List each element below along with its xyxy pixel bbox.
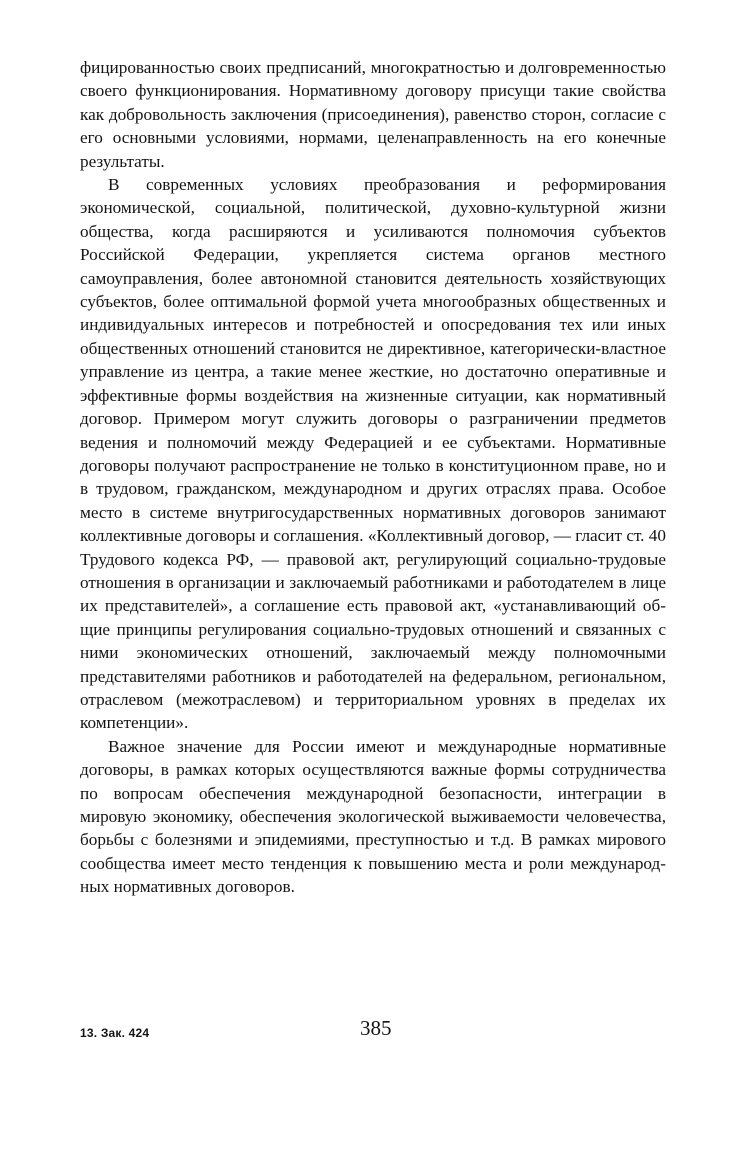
page-body [80,56,666,899]
paragraph-1: фицированностью своих предписаний, многократностью и долговременностью своего функционирования. Нормативному договору присущи такие свойства как добровольность заключения (присоединения), равенство сторон, согласие с его основными условиями, нормами, целенаправленность на его конечные результаты. [80,58,666,171]
page-footer [80,1016,666,1046]
paragraph-3: Важное значение для России имеют и международные нормативные договоры, в рамках которых осуществляются важные формы сотрудничества по вопросам обеспечения международной безопасности, интеграции в мировую экономику, обеспечения экологической выживаемости человечества, борьбы с болезнями и эпидемиями, преступностью и т.д. В рамках мирового сообщества имеет место тенденция к повышению места и роли международных нормативных договоров. [80,736,666,897]
paragraph-2: В современных условиях преобразования и реформирования экономической, социальной, политической, духовно-культурной жизни общества, когда расширяются и усиливаются полномочия субъектов Российской Федерации, укрепляется система органов местного самоуправления, более автономной становится деятельность хозяйствующих субъектов, более оптимальной формой учета многообразных общественных и индивидуальных интересов и потребностей и опосредования тех или иных общественных отношений становится не директивное, категорически-властное управление из центра, а такие менее жесткие, но достаточно оперативные и эффективные формы воздействия на жизненные ситуации, как нормативный договор. Примером могут служить договоры о разграничении предметов ведения и полномочий между Федерацией и ее субъектами. Нормативные договоры получают распространение не только в конституционном праве, но и в трудовом, гражданском, международном и других отраслях права. Особое место в системе внутригосударственных нормативных договоров занимают коллективные договоры и соглашения. «Коллективный договор, — гласит ст. 40 Трудового кодекса РФ, — правовой акт, регулирующий социально-трудовые отношения в организации и заключаемый работниками и работодателем в лице их представителей», а соглашение есть правовой акт, «устанавливающий общие принципы регулирования социально-трудовых отношений и связанных с ними экономических отношений, заключаемый между полномочными представителями работников и работодателей на федеральном, региональном, отраслевом (межотраслевом) и территориальном уровнях в пределах их компетенции». [80,175,666,733]
page-number: 385 [360,1016,392,1040]
printer-signature: 13. Зак. 424 [80,1026,150,1040]
